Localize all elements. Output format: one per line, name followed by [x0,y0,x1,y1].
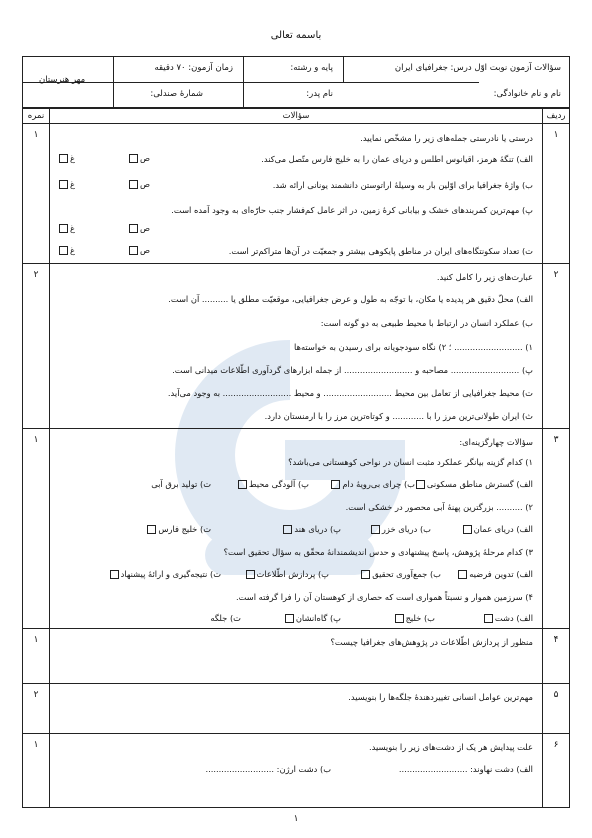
mc-question-1: ۱) کدام گزینه بیانگر عملکرد مثبت انسان در نواحی کوهستانی می‌باشد؟ [288,457,533,467]
question-row-2 [23,264,569,429]
question-text: منظور از پردازش اطّلاعات در پژوهش‌های جغرافیا چیست؟ [330,637,533,647]
questions-table [22,108,570,808]
question-number: ۱ [553,130,559,140]
answer-line-b: ب) دشت ارژن: .......................... [205,764,331,774]
false-checkbox[interactable] [59,246,68,255]
false-checkbox[interactable] [59,224,68,233]
fill-line-b: ب) عملکرد انسان در ارتباط با محیط طبیعی به دو گونه است: [320,318,533,328]
question-text: علت پیدایش هر یک از دشت‌های زیر را بنویسید. [368,742,533,752]
question-number: ۲ [553,270,559,280]
question-text: مهم‌ترین عوامل انسانی تغییردهندهٔ جلگه‌ها را بنویسید. [348,692,533,702]
grade-field: پایه و رشته: [290,63,333,73]
father-name-field: نام پدر: [306,89,333,99]
question-row-3: ۳ ۱ سؤالات چهارگزینه‌ای: ۱) کدام گزینه بیانگر عملکرد مثبت انسان در نواحی کوهستانی می‌باشد؟ الف) گسترش مناطق مسکونی ب) چرای بی‌رویهٔ دام پ) آلودگی محیط ت) تولید برق آبی ۲) .......... بزرگترین پهنهٔ آبی محصور در خشکی است. الف) دریای عمان ب) دریای خزر پ) دریای هند ت) خلیج فارس ۳) کدام مرحلهٔ پژوهش، پاسخ پیشنهادی و حدس اندیشمندانهٔ محقّق به سؤال تحقیق است؟ الف) تدوین فرضیه ب) جمع‌آوری تحقیق پ) پردازش اطّلاعات ت) نتیجه‌گیری و ارائهٔ پیشنهاد ۴) سرزمین هموار و نسبتاً همواری است که حصاری از کوهستان آن را فرا گرفته است. الف) دشت ب) خلیج پ) گاه‌انشان ت) جلگه [23,429,569,629]
exam-duration: زمان آزمون: ۷۰ دقیقه [154,63,233,73]
fill-line-e: ث) ایران طولانی‌ترین مرز را با ............ و کوتاه‌ترین مرز را با ارمنستان دارد. [264,411,533,421]
name-field: نام و نام خانوادگی: [493,89,561,99]
false-checkbox[interactable] [59,180,68,189]
exam-title: سؤالات آزمون نوبت اوّل درس: جغرافیای ایران [394,63,561,73]
question-prompt: سؤالات چهارگزینه‌ای: [459,437,533,447]
option-checkbox[interactable] [395,614,404,623]
true-checkbox[interactable] [129,246,138,255]
top-title: باسمه تعالی [270,30,322,41]
option-checkbox[interactable] [361,570,370,579]
school-stamp: مهر هنرستان [39,75,86,85]
fill-line-d: ت) محیط جغرافیایی از تعامل بین محیط .......................... و محیط .......................... به وجود می‌آید. [167,388,533,398]
option-checkbox[interactable] [463,525,472,534]
option-checkbox[interactable] [331,480,340,489]
option-checkbox[interactable] [238,480,247,489]
tf-item-d: ت) تعداد سکونتگاه‌های ایران در مناطق پایکوهی بیشتر و جمعیّت در آن‌ها متراکم‌تر است. [228,246,533,256]
fill-line-c: پ) .......................... مصاحبه و .......................... از جمله ابزارهای گردآوری اطّلاعات میدانی است. [172,365,533,375]
mc-question-3: ۳) کدام مرحلهٔ پژوهش، پاسخ پیشنهادی و حدس اندیشمندانهٔ محقّق به سؤال تحقیق است؟ [223,547,533,557]
question-row-5 [23,684,569,734]
question-prompt: عبارت‌های زیر را کامل کنید. [436,272,533,282]
fill-line-b-options: ۱) .......................... ؛ ۲) نگاه سودجویانه برای رسیدن به خواسته‌ها [294,342,533,352]
mc-question-2: ۲) .......... بزرگترین پهنهٔ آبی محصور در خشکی است. [345,502,533,512]
option-checkbox[interactable] [283,525,292,534]
option-checkbox[interactable] [246,570,255,579]
fill-line-a: الف) محلّ دقیق هر پدیده یا مکان، با توجّه به طول و عرض جغرافیایی، موقعیّت مطلق یا .......... آن است. [168,294,533,304]
question-score: ۱ [33,435,39,445]
question-row-1: ۱ ۱ درستی یا نادرستی جمله‌های زیر را مشخّص نمایید. الف) تنگهٔ هرمز، اقیانوس اطلس و دریای عمان را به خلیج فارس متّصل می‌کند. ص غ ب) واژهٔ جغرافیا برای اوّلین بار به وسیلهٔ اراتوستن دانشمند یونانی ارائه شد. ص غ پ) مهم‌ترین کمربندهای خشک و بیابانی کرهٔ زمین، در اثر عامل کم‌فشار جنب حارّه‌ای به وجود آمده است. ص غ ت) تعداد سکونتگاه‌های ایران در مناطق پایکوهی بیشتر و جمعیّت در آن‌ها متراکم‌تر است. ص غ [23,124,569,264]
option-checkbox[interactable] [285,614,294,623]
option-checkbox[interactable] [416,480,425,489]
question-score: ۱ [33,635,39,645]
option-checkbox[interactable] [110,570,119,579]
true-checkbox[interactable] [129,154,138,163]
question-score: ۲ [33,270,39,280]
question-number: ۶ [553,740,559,750]
col-score-header: نمره [27,111,45,121]
tf-item-c: پ) مهم‌ترین کمربندهای خشک و بیابانی کرهٔ زمین، در اثر عامل کم‌فشار جنب حارّه‌ای به وجود آمده است. [171,205,533,215]
mc-question-4: ۴) سرزمین هموار و نسبتاً همواری است که حصاری از کوهستان آن را فرا گرفته است. [235,592,533,602]
exam-header [22,56,570,108]
option-checkbox[interactable] [458,570,467,579]
col-questions-header: سؤالات [282,111,310,121]
false-checkbox[interactable] [59,154,68,163]
question-row-4 [23,629,569,684]
question-score: ۱ [33,740,39,750]
question-row-6 [23,734,569,807]
tf-item-a: الف) تنگهٔ هرمز، اقیانوس اطلس و دریای عمان را به خلیج فارس متّصل می‌کند. [261,154,533,164]
col-row-header: ردیف [546,111,566,121]
option-checkbox[interactable] [371,525,380,534]
seat-number-field: شمارهٔ صندلی: [150,89,203,99]
option-checkbox[interactable] [484,614,493,623]
question-score: ۱ [33,130,39,140]
answer-line-a: الف) دشت نهاوند: .......................... [398,764,533,774]
option-checkbox[interactable] [147,525,156,534]
tf-item-b: ب) واژهٔ جغرافیا برای اوّلین بار به وسیلهٔ اراتوستن دانشمند یونانی ارائه شد. [272,180,533,190]
true-checkbox[interactable] [129,180,138,189]
question-score: ۲ [33,690,39,700]
page-number: ۱ [293,814,299,824]
true-checkbox[interactable] [129,224,138,233]
question-number: ۳ [553,435,559,445]
question-prompt: درستی یا نادرستی جمله‌های زیر را مشخّص نمایید. [360,133,533,143]
question-number: ۴ [553,635,559,645]
question-number: ۵ [553,690,559,700]
